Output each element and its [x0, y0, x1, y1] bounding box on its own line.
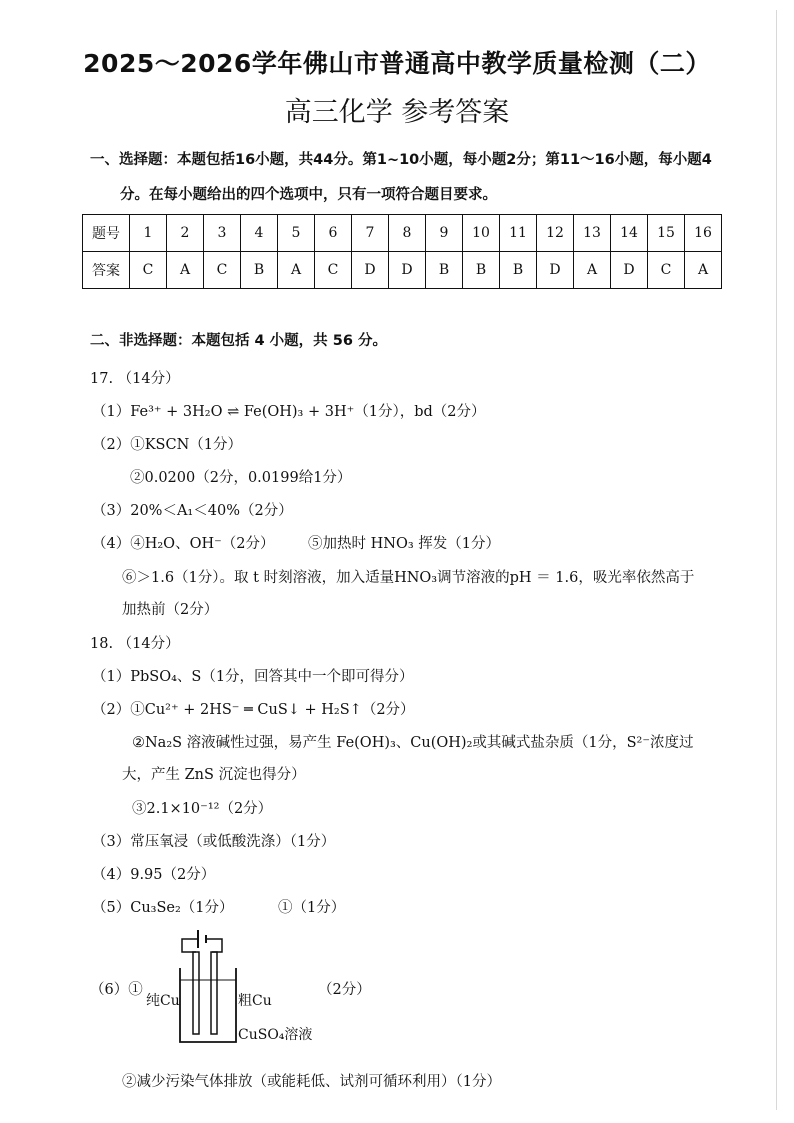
table-cell-answer: A	[278, 252, 315, 289]
table-cell-number: 9	[426, 215, 463, 252]
q17-part4-6: ⑥＞1.6（1分）。取 t 时刻溶液，加入适量HNO₃调节溶液的pH ＝ 1.6，吸光率依然高于	[122, 570, 695, 586]
electrolyte-label: CuSO₄溶液	[238, 1027, 313, 1043]
table-cell-number: 6	[315, 215, 352, 252]
pure-cu-electrode	[193, 952, 199, 1034]
q18-part4: （4）9.95（2分）	[92, 867, 216, 883]
table-cell-answer: C	[204, 252, 241, 289]
table-cell-number: 1	[130, 215, 167, 252]
table-cell-number: 12	[537, 215, 574, 252]
table-cell-number: 16	[685, 215, 722, 252]
table-cell-answer: B	[241, 252, 278, 289]
table-cell-number: 3	[204, 215, 241, 252]
table-cell-answer: C	[130, 252, 167, 289]
pure-cu-label: 纯Cu	[146, 993, 180, 1009]
q18-part2-2: ②Na₂S 溶液碱性过强，易产生 Fe(OH)₃、Cu(OH)₂或其碱式盐杂质（1分，S²⁻浓度过	[132, 735, 694, 751]
table-cell-answer: B	[426, 252, 463, 289]
q18-part5: （5）Cu₃Se₂（1分）	[92, 900, 234, 916]
table-cell-answer: C	[315, 252, 352, 289]
wire-right	[206, 939, 222, 952]
table-cell-answer: D	[389, 252, 426, 289]
q18-part3: （3）常压氧浸（或低酸洗涤）（1分）	[92, 834, 336, 850]
q17-part4-5: ⑤加热时 HNO₃ 挥发（1分）	[308, 536, 500, 552]
table-cell-number: 8	[389, 215, 426, 252]
q17-part4-4: （4）④H₂O、OH⁻（2分）	[92, 536, 275, 552]
q17-part1: （1）Fe³⁺ + 3H₂O ⇌ Fe(OH)₃ + 3H⁺（1分），bd（2分）	[92, 404, 486, 420]
page-edge-line	[776, 10, 777, 1110]
table-cell-number: 2	[167, 215, 204, 252]
table-cell-number: 13	[574, 215, 611, 252]
q17-part2-2: ②0.0200（2分，0.0199给1分）	[130, 470, 352, 486]
q17-title: 17. （14分）	[90, 371, 180, 387]
wire-left	[182, 939, 198, 952]
q18-title: 18. （14分）	[90, 636, 180, 652]
page-subtitle: 高三化学 参考答案	[284, 97, 510, 128]
table-cell-number: 10	[463, 215, 500, 252]
answer-table	[82, 214, 722, 289]
table-cell-number: 14	[611, 215, 648, 252]
q17-part3: （3）20%＜A₁＜40%（2分）	[92, 503, 293, 519]
q17-part2-1: （2）①KSCN（1分）	[92, 437, 242, 453]
crude-cu-label: 粗Cu	[238, 993, 272, 1009]
table-cell-number: 15	[648, 215, 685, 252]
q17-part4-6-cont: 加热前（2分）	[122, 602, 219, 618]
q18-part6-score: （2分）	[318, 982, 371, 998]
q18-part1: （1）PbSO₄、S（1分，回答其中一个即可得分）	[92, 669, 414, 685]
q18-part6-label: （6）①	[90, 982, 143, 998]
table-header-answer: 答案	[83, 252, 130, 289]
table-cell-answer: A	[167, 252, 204, 289]
q18-part6-2: ②减少污染气体排放（或能耗低、试剂可循环利用）（1分）	[122, 1074, 501, 1090]
table-cell-answer: A	[685, 252, 722, 289]
crude-cu-electrode	[211, 952, 217, 1034]
section1-intro-line1: 一、选择题：本题包括16小题，共44分。第1~10小题，每小题2分；第11～16小题，每小题4	[90, 152, 712, 168]
q18-part2-2-cont: 大，产生 ZnS 沉淀也得分）	[122, 767, 306, 783]
table-cell-answer: B	[500, 252, 537, 289]
table-cell-answer: C	[648, 252, 685, 289]
table-cell-number: 7	[352, 215, 389, 252]
table-cell-answer: D	[352, 252, 389, 289]
electrolysis-diagram	[120, 922, 250, 1052]
table-cell-answer: D	[611, 252, 648, 289]
table-row-answers	[83, 252, 722, 289]
section1-intro-line2: 分。在每小题给出的四个选项中，只有一项符合题目要求。	[120, 187, 497, 203]
section2-heading: 二、非选择题：本题包括 4 小题，共 56 分。	[90, 333, 387, 349]
table-cell-answer: A	[574, 252, 611, 289]
table-cell-number: 11	[500, 215, 537, 252]
table-cell-number: 4	[241, 215, 278, 252]
table-row-numbers	[83, 215, 722, 252]
table-cell-answer: B	[463, 252, 500, 289]
q18-part2-1: （2）①Cu²⁺ + 2HS⁻ ═ CuS↓ + H₂S↑（2分）	[92, 702, 415, 718]
q18-part5-circle1: ①（1分）	[278, 900, 346, 916]
table-header-question: 题号	[83, 215, 130, 252]
beaker	[180, 968, 236, 1042]
page-title: 2025～2026学年佛山市普通高中教学质量检测（二）	[83, 49, 711, 78]
q18-part2-3: ③2.1×10⁻¹²（2分）	[132, 801, 273, 817]
table-cell-answer: D	[537, 252, 574, 289]
table-cell-number: 5	[278, 215, 315, 252]
